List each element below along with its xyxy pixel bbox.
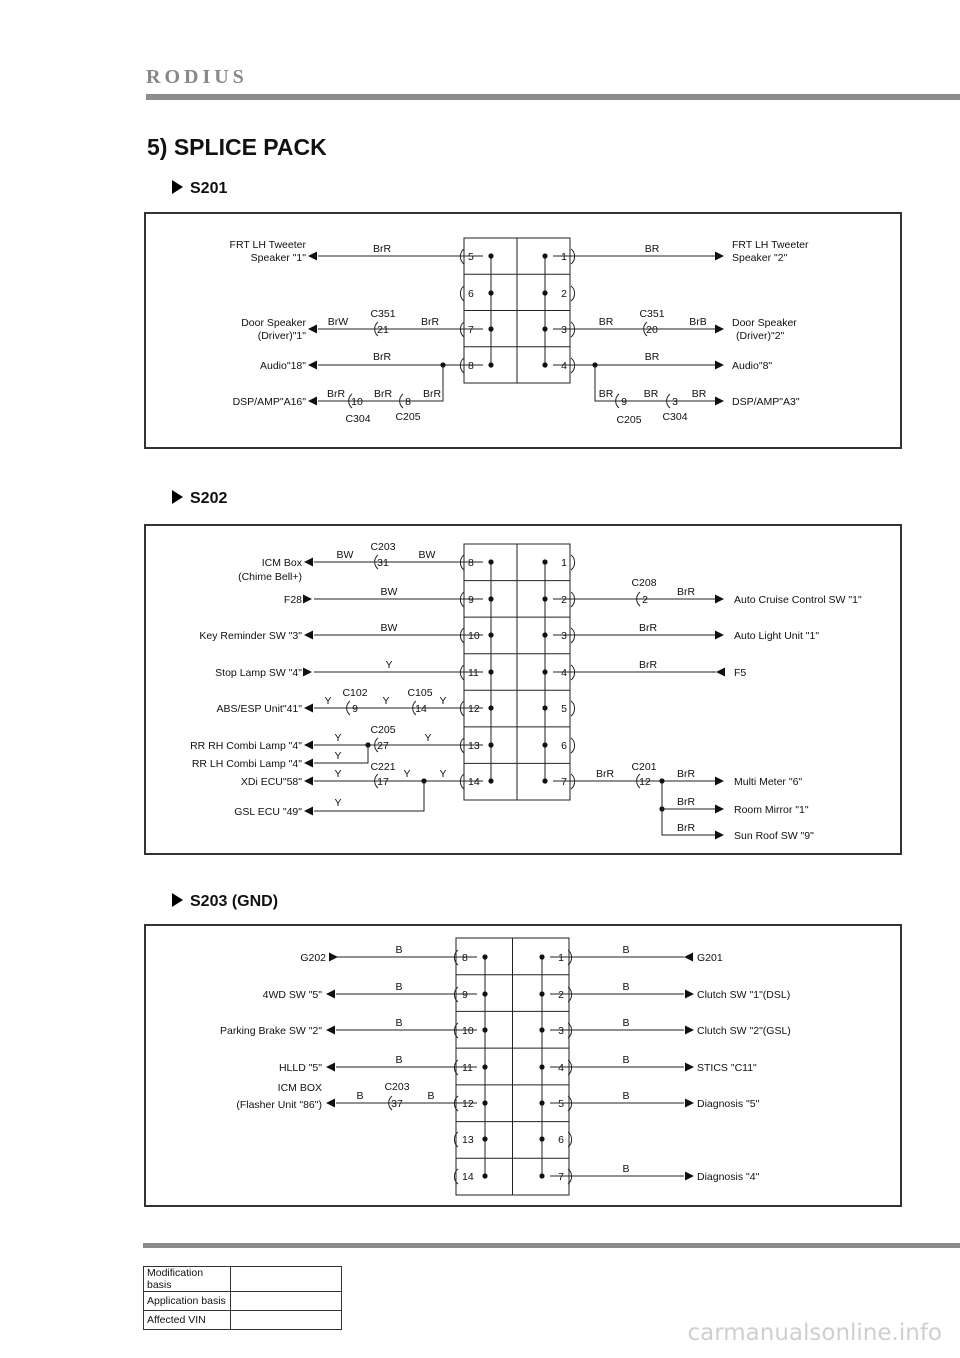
pin-number: 2: [558, 989, 564, 1001]
diagram-label: 21: [377, 324, 389, 336]
junction-dot: [488, 596, 493, 601]
diagram-panel-s203: [144, 924, 902, 1207]
pin-number: 13: [462, 1134, 474, 1146]
diagram-label: G202: [300, 952, 326, 964]
diagram-label: C105: [407, 687, 433, 699]
diagram-label: C304: [345, 413, 371, 425]
junction-dot: [539, 954, 544, 959]
junction-dot: [542, 362, 547, 367]
diagram-label: Speaker "1": [250, 252, 306, 264]
junction-dot: [482, 991, 487, 996]
pin-bracket: [460, 286, 464, 301]
diagram-label: BW: [380, 622, 398, 634]
arrow-icon: [304, 558, 313, 567]
diagram-label: BrR: [676, 768, 696, 780]
diagram-label: BrR: [676, 796, 696, 808]
diagram-label: C203: [370, 541, 396, 553]
diagram-label: BrR: [422, 388, 442, 400]
diagram-label: (Chime Bell+): [238, 571, 302, 583]
pin-number: 14: [468, 776, 480, 788]
diagram-label: (Flasher Unit "86"): [236, 1099, 322, 1111]
junction-dot: [539, 1027, 544, 1032]
diagram-panel-s202: [144, 524, 902, 855]
arrow-icon: [326, 1099, 335, 1108]
diagram-label: BR: [691, 388, 707, 400]
diagram-label: B: [622, 1017, 630, 1029]
brand-logo: RODIUS: [146, 66, 248, 88]
diagram-panel-s201: [144, 212, 902, 449]
diagram-label: Y: [439, 695, 447, 707]
diagram-label: Room Mirror "1": [734, 804, 809, 816]
junction-dot: [488, 778, 493, 783]
diagram-label: B: [622, 944, 630, 956]
pin-number: 7: [558, 1171, 564, 1183]
diagram-label: 14: [415, 703, 427, 715]
triangle-bullet-icon: [172, 893, 183, 907]
diagram-label: (Driver)"1": [257, 330, 306, 342]
diagram-label: B: [395, 1054, 403, 1066]
pin-number: 2: [561, 594, 567, 606]
diagram-label: Door Speaker: [732, 317, 797, 329]
diagram-label: C304: [662, 411, 688, 423]
info-row: [144, 1292, 342, 1311]
junction-dot: [482, 1173, 487, 1178]
diagram-label: Y: [334, 768, 342, 780]
junction-dot: [488, 669, 493, 674]
diagram-label: Auto Cruise Control SW "1": [734, 594, 862, 606]
triangle-bullet-icon: [172, 490, 183, 504]
diagram-label: STICS "C11": [697, 1062, 757, 1074]
diagram-label: 12: [639, 776, 651, 788]
arrow-icon: [303, 668, 312, 677]
pin-number: 8: [468, 360, 474, 372]
diagram-label: BrR: [638, 659, 658, 671]
diagram-label: BrW: [327, 316, 349, 328]
diagram-label: 27: [377, 740, 389, 752]
diagram-label: C203: [384, 1081, 410, 1093]
pin-number: 12: [462, 1098, 474, 1110]
diagram-label: B: [395, 944, 403, 956]
pin-number: 5: [561, 703, 567, 715]
info-label: Modification basis: [144, 1267, 231, 1292]
pin-number: 3: [558, 1025, 564, 1037]
diagram-label: Clutch SW "1"(DSL): [697, 989, 791, 1001]
diagram-label: Y: [403, 768, 411, 780]
diagram-label: 3: [672, 396, 678, 408]
arrow-icon: [715, 631, 724, 640]
arrow-icon: [303, 595, 312, 604]
section-title-s202: S202: [172, 490, 227, 508]
diagram-label: Door Speaker: [241, 317, 306, 329]
junction-dot: [542, 596, 547, 601]
diagram-label: C208: [631, 577, 657, 589]
pin-number: 14: [462, 1171, 474, 1183]
junction-dot: [542, 290, 547, 295]
diagram-label: 4WD SW "5": [262, 989, 322, 1001]
diagram-label: Diagnosis "4": [697, 1171, 760, 1183]
diagram-label: Auto Light Unit "1": [734, 630, 820, 642]
junction-dot: [488, 742, 493, 747]
info-label: Application basis: [144, 1292, 231, 1311]
arrow-icon: [684, 953, 693, 962]
arrow-icon: [326, 990, 335, 999]
diagram-label: Audio"8": [732, 360, 773, 372]
revision-info-table: [143, 1266, 342, 1330]
arrow-icon: [304, 741, 313, 750]
diagram-label: BrB: [689, 316, 707, 328]
diagram-label: 9: [621, 396, 627, 408]
diagram-label: C351: [639, 308, 665, 320]
diagram-label: Y: [382, 695, 390, 707]
pin-number: 1: [558, 952, 564, 964]
junction-dot: [488, 326, 493, 331]
junction-dot: [488, 290, 493, 295]
diagram-label: RR LH Combi Lamp "4": [191, 758, 302, 770]
arrow-icon: [308, 361, 317, 370]
junction-dot: [539, 1173, 544, 1178]
pin-number: 10: [462, 1025, 474, 1037]
junction-dot: [488, 632, 493, 637]
diagram-label: Speaker "2": [732, 252, 788, 264]
diagram-label: GSL ECU "49": [234, 806, 302, 818]
diagram-label: HLLD "5": [278, 1062, 322, 1074]
junction-dot: [482, 1064, 487, 1069]
pin-number: 11: [462, 1062, 473, 1074]
diagram-label: BrR: [373, 388, 393, 400]
diagram-label: Y: [334, 732, 342, 744]
diagram-label: BrR: [676, 586, 696, 598]
diagram-label: B: [395, 1017, 403, 1029]
arrow-icon: [715, 805, 724, 814]
diagram-label: BrR: [420, 316, 440, 328]
diagram-label: BrR: [326, 388, 346, 400]
section-title-s203: S203 (GND): [172, 893, 278, 911]
diagram-label: C205: [370, 724, 396, 736]
info-label: Affected VIN: [144, 1311, 231, 1330]
info-value: [231, 1311, 342, 1330]
pin-number: 2: [561, 288, 567, 300]
diagram-label: 10: [351, 396, 363, 408]
diagram-label: B: [622, 1090, 630, 1102]
diagram-label: C351: [370, 308, 396, 320]
diagram-label: ABS/ESP Unit"41": [216, 703, 302, 715]
arrow-icon: [685, 1099, 694, 1108]
arrow-icon: [716, 668, 725, 677]
arrow-icon: [685, 1063, 694, 1072]
diagram-label: Y: [424, 732, 432, 744]
pin-number: 10: [468, 630, 480, 642]
pin-number: 1: [561, 557, 567, 569]
junction-dot: [488, 362, 493, 367]
pin-number: 1: [561, 251, 567, 263]
info-value: [231, 1267, 342, 1292]
pin-number: 6: [558, 1134, 564, 1146]
diagram-label: 17: [377, 776, 389, 788]
junction-dot: [542, 559, 547, 564]
diagram-label: BR: [598, 316, 614, 328]
arrow-icon: [715, 595, 724, 604]
watermark: carmanualsonline.info: [687, 1320, 942, 1346]
diagram-label: FRT LH Tweeter: [732, 239, 809, 251]
junction-dot: [482, 1027, 487, 1032]
diagram-label: ICM Box: [261, 557, 302, 569]
pin-bracket: [571, 701, 575, 716]
pin-number: 5: [558, 1098, 564, 1110]
arrow-icon: [326, 1063, 335, 1072]
arrow-icon: [715, 252, 724, 261]
arrow-icon: [715, 325, 724, 334]
diagram-label: BW: [418, 549, 436, 561]
diagram-label: Y: [324, 695, 332, 707]
arrow-icon: [326, 1026, 335, 1035]
arrow-icon: [715, 831, 724, 840]
pin-number: 13: [468, 740, 480, 752]
pin-bracket: [571, 555, 575, 570]
diagram-label: Sun Roof SW "9": [734, 830, 814, 842]
section-title-s201: S201: [172, 180, 227, 198]
diagram-label: 37: [391, 1098, 403, 1110]
s201-diagram: [146, 214, 904, 451]
junction-dot: [542, 742, 547, 747]
arrow-icon: [308, 397, 317, 406]
diagram-label: C102: [342, 687, 368, 699]
junction-dot: [539, 1136, 544, 1141]
diagram-label: C205: [395, 411, 421, 423]
diagram-label: BR: [643, 388, 659, 400]
diagram-label: Clutch SW "2"(GSL): [697, 1025, 791, 1037]
arrow-icon: [329, 953, 338, 962]
pin-number: 4: [561, 667, 567, 679]
junction-dot: [488, 559, 493, 564]
diagram-label: C201: [631, 761, 657, 773]
diagram-label: B: [427, 1090, 435, 1102]
diagram-label: 31: [377, 557, 389, 569]
diagram-label: DSP/AMP"A16": [232, 396, 306, 408]
junction-dot: [539, 991, 544, 996]
diagram-label: F5: [734, 667, 747, 679]
diagram-label: Parking Brake SW "2": [220, 1025, 322, 1037]
diagram-label: C205: [616, 414, 642, 426]
diagram-label: B: [622, 1163, 630, 1175]
arrow-icon: [308, 325, 317, 334]
info-row: [144, 1311, 342, 1330]
diagram-label: BR: [644, 351, 660, 363]
pin-number: 9: [462, 989, 468, 1001]
diagram-label: Diagnosis "5": [697, 1098, 760, 1110]
diagram-label: BrR: [595, 768, 615, 780]
pin-number: 8: [462, 952, 468, 964]
pin-number: 9: [468, 594, 474, 606]
arrow-icon: [715, 397, 724, 406]
pin-number: 4: [561, 360, 567, 372]
diagram-label: C221: [370, 761, 396, 773]
pin-number: 7: [468, 324, 474, 336]
arrow-icon: [715, 361, 724, 370]
diagram-label: BW: [336, 549, 354, 561]
diagram-label: Audio"18": [260, 360, 306, 372]
diagram-label: ICM BOX: [277, 1082, 322, 1094]
diagram-label: 2: [642, 594, 648, 606]
footer-rule: [143, 1243, 960, 1248]
diagram-label: BrR: [638, 622, 658, 634]
arrow-icon: [304, 777, 313, 786]
diagram-label: (Driver)"2": [736, 330, 785, 342]
junction-dot: [542, 669, 547, 674]
arrow-icon: [304, 631, 313, 640]
diagram-label: BrR: [676, 822, 696, 834]
junction-dot: [488, 253, 493, 258]
diagram-label: BrR: [372, 243, 392, 255]
diagram-label: BR: [644, 243, 660, 255]
diagram-label: Key Reminder SW "3": [199, 630, 302, 642]
arrow-icon: [308, 252, 317, 261]
junction-dot: [542, 253, 547, 258]
junction-dot: [542, 632, 547, 637]
diagram-label: B: [622, 1054, 630, 1066]
header-rule: [146, 94, 960, 100]
diagram-label: BrR: [372, 351, 392, 363]
info-row: [144, 1267, 342, 1292]
junction-dot: [542, 778, 547, 783]
diagram-label: F28: [283, 594, 302, 606]
diagram-label: G201: [697, 952, 723, 964]
diagram-label: BR: [598, 388, 614, 400]
diagram-label: Stop Lamp SW "4": [215, 667, 302, 679]
junction-dot: [482, 1136, 487, 1141]
wire: [314, 781, 424, 811]
arrow-icon: [304, 807, 313, 816]
pin-number: 6: [468, 288, 474, 300]
diagram-label: Y: [439, 768, 447, 780]
s202-diagram: [146, 526, 904, 857]
pin-number: 3: [561, 630, 567, 642]
arrow-icon: [304, 704, 313, 713]
s203-diagram: [146, 926, 904, 1209]
junction-dot: [542, 326, 547, 331]
pin-number: 6: [561, 740, 567, 752]
page-title: 5) SPLICE PACK: [147, 134, 327, 160]
pin-number: 7: [561, 776, 567, 788]
pin-bracket: [571, 286, 575, 301]
pin-number: 12: [468, 703, 480, 715]
arrow-icon: [685, 1172, 694, 1181]
arrow-icon: [715, 777, 724, 786]
diagram-label: RR RH Combi Lamp "4": [190, 740, 302, 752]
pin-number: 4: [558, 1062, 564, 1074]
pin-bracket: [571, 738, 575, 753]
junction-dot: [539, 1100, 544, 1105]
diagram-label: B: [356, 1090, 364, 1102]
arrow-icon: [685, 990, 694, 999]
diagram-label: Y: [334, 797, 342, 809]
pin-number: 3: [561, 324, 567, 336]
arrow-icon: [304, 759, 313, 768]
junction-dot: [482, 1100, 487, 1105]
diagram-label: DSP/AMP"A3": [732, 396, 800, 408]
diagram-label: 9: [352, 703, 358, 715]
junction-dot: [482, 954, 487, 959]
pin-number: 11: [468, 667, 479, 679]
info-value: [231, 1292, 342, 1311]
diagram-label: Y: [334, 750, 342, 762]
arrow-icon: [685, 1026, 694, 1035]
diagram-label: Y: [385, 659, 393, 671]
junction-dot: [542, 705, 547, 710]
diagram-label: 20: [646, 324, 658, 336]
diagram-label: BW: [380, 586, 398, 598]
diagram-label: FRT LH Tweeter: [229, 239, 306, 251]
diagram-label: B: [622, 981, 630, 993]
diagram-label: B: [395, 981, 403, 993]
junction-dot: [488, 705, 493, 710]
diagram-label: Multi Meter "6": [734, 776, 803, 788]
diagram-label: 8: [405, 396, 411, 408]
junction-dot: [539, 1064, 544, 1069]
diagram-label: XDi ECU"58": [240, 776, 302, 788]
pin-number: 8: [468, 557, 474, 569]
triangle-bullet-icon: [172, 180, 183, 194]
pin-number: 5: [468, 251, 474, 263]
